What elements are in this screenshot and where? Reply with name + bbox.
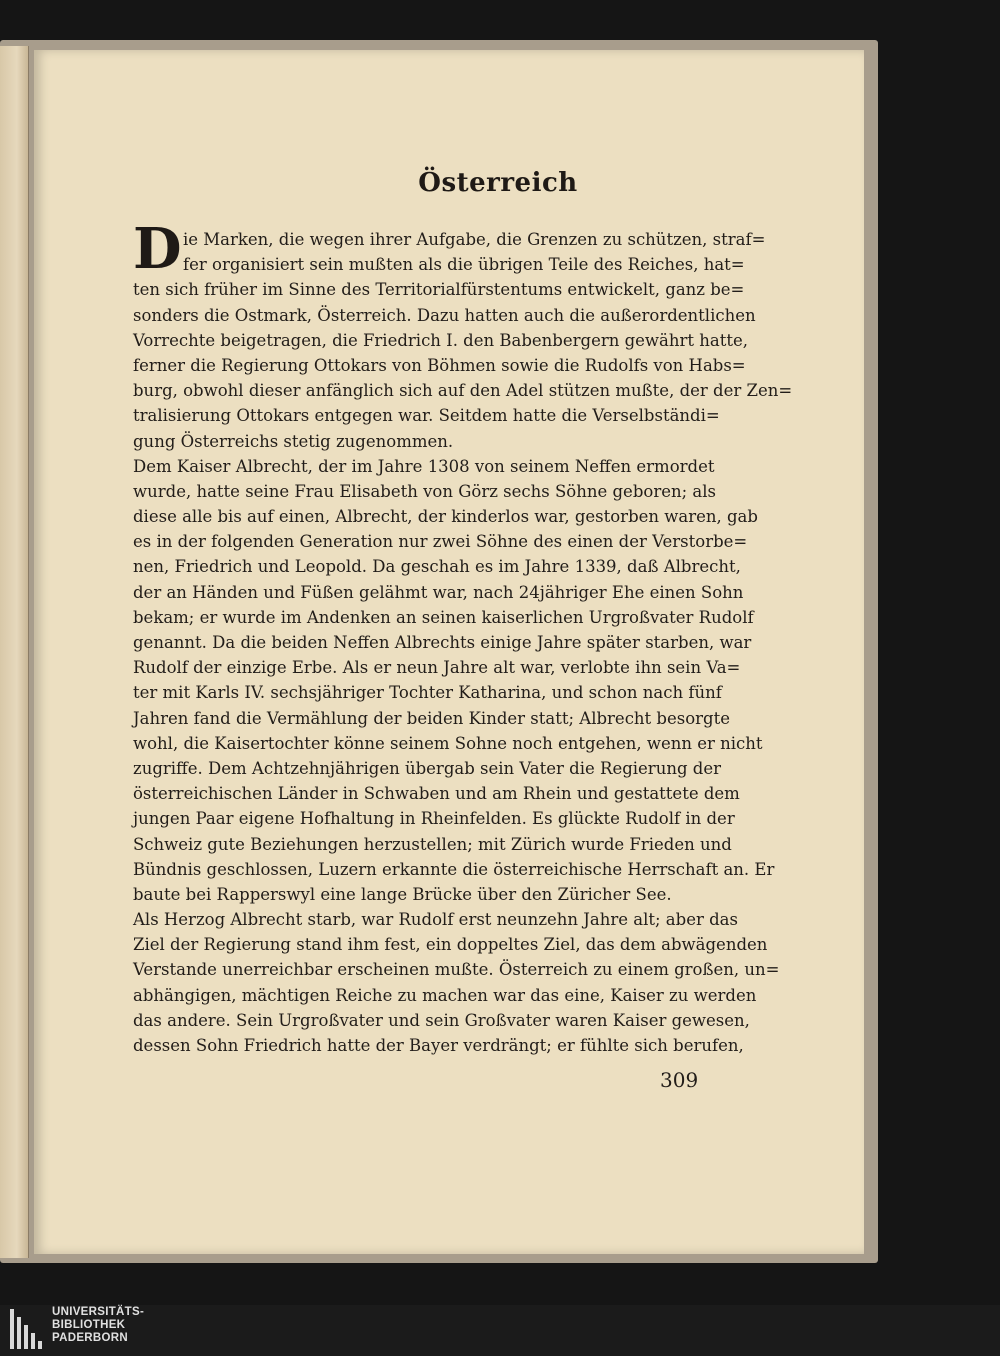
library-logo-text <box>52 1306 144 1345</box>
text-lines <box>133 277 793 1058</box>
body-text <box>133 227 793 1058</box>
text-line: Rudolf der einzige Erbe. Als er neun Jahre alt war, verlobte ihn sein Va= <box>133 658 741 678</box>
logo-line: UNIVERSITÄTS- <box>52 1306 145 1318</box>
logo-line: PADERBORN <box>52 1332 128 1344</box>
text-line: fer organisiert sein mußten als die übrigen Teile des Reiches, hat= <box>183 255 745 275</box>
text-line: österreichischen Länder in Schwaben und am Rhein und gestattete dem <box>133 784 740 804</box>
text-line: Ziel der Regierung stand ihm fest, ein doppeltes Ziel, das dem abwägenden <box>133 935 768 955</box>
text-line: abhängigen, mächtigen Reiche zu machen war das eine, Kaiser zu werden <box>133 985 757 1005</box>
library-footer <box>0 1305 1000 1356</box>
text-line: Als Herzog Albrecht starb, war Rudolf erst neunzehn Jahre alt; aber das <box>133 910 738 930</box>
text-line: diese alle bis auf einen, Albrecht, der kinderlos war, gestorben waren, gab <box>133 507 758 527</box>
text-line: sonders die Ostmark, Österreich. Dazu hatten auch die außerordentlichen <box>133 305 756 325</box>
text-line: Jahren fand die Vermählung der beiden Kinder statt; Albrecht besorgte <box>133 708 731 728</box>
library-logo-icon <box>10 1307 48 1351</box>
text-line: es in der folgenden Generation nur zwei Söhne des einen der Verstorbe= <box>133 532 748 552</box>
text-line: nen, Friedrich und Leopold. Da geschah es im Jahre 1339, daß Albrecht, <box>133 557 741 577</box>
text-line: jungen Paar eigene Hofhaltung in Rheinfelden. Es glückte Rudolf in der <box>133 809 735 829</box>
left-page-edge <box>0 46 29 1258</box>
text-line: Dem Kaiser Albrecht, der im Jahre 1308 von seinem Neffen ermordet <box>133 456 715 476</box>
text-line: ter mit Karls IV. sechsjähriger Tochter Katharina, und schon nach fünf <box>133 683 722 703</box>
text-line: wohl, die Kaisertochter könne seinem Sohne noch entgehen, wenn er nicht <box>133 733 763 753</box>
text-line: gung Österreichs stetig zugenommen. <box>133 431 454 451</box>
text-line: Vorrechte beigetragen, die Friedrich I. den Babenbergern gewährt hatte, <box>133 330 749 350</box>
text-line: dessen Sohn Friedrich hatte der Bayer verdrängt; er fühlte sich berufen, <box>133 1036 744 1055</box>
text-line: das andere. Sein Urgroßvater und sein Großvater waren Kaiser gewesen, <box>133 1010 750 1030</box>
text-line: Bündnis geschlossen, Luzern erkannte die österreichische Herrschaft an. Er <box>133 859 775 879</box>
text-line: tralisierung Ottokars entgegen war. Seitdem hatte die Verselbständi= <box>133 406 720 426</box>
text-line: der an Händen und Füßen gelähmt war, nach 24jähriger Ehe einen Sohn <box>133 582 744 602</box>
text-line: burg, obwohl dieser anfänglich sich auf den Adel stützen mußte, der der Zen= <box>133 381 793 401</box>
text-line: ferner die Regierung Ottokars von Böhmen sowie die Rudolfs von Habs= <box>133 355 746 375</box>
drop-cap-initial: D <box>133 216 182 282</box>
text-line: genannt. Da die beiden Neffen Albrechts einige Jahre später starben, war <box>133 633 752 652</box>
text-line: ie Marken, die wegen ihrer Aufgabe, die Grenzen zu schützen, straf= <box>183 230 766 249</box>
text-line: Schweiz gute Beziehungen herzustellen; mit Zürich wurde Frieden und <box>133 834 732 854</box>
chapter-heading: Österreich <box>418 168 578 198</box>
text-line: Verstande unerreichbar erscheinen mußte. Österreich zu einem großen, un= <box>133 960 780 980</box>
text-line: wurde, hatte seine Frau Elisabeth von Görz sechs Söhne geboren; als <box>133 481 716 501</box>
page-number: 309 <box>660 1068 699 1092</box>
logo-line: BIBLIOTHEK <box>52 1319 126 1331</box>
text-line: bekam; er wurde im Andenken an seinen kaiserlichen Urgroßvater Rudolf <box>133 607 754 627</box>
text-line: ten sich früher im Sinne des Territorialfürstentums entwickelt, ganz be= <box>133 280 745 300</box>
text-line: zugriffe. Dem Achtzehnjährigen übergab sein Vater die Regierung der <box>133 758 721 778</box>
text-line: baute bei Rapperswyl eine lange Brücke über den Züricher See. <box>133 884 672 904</box>
